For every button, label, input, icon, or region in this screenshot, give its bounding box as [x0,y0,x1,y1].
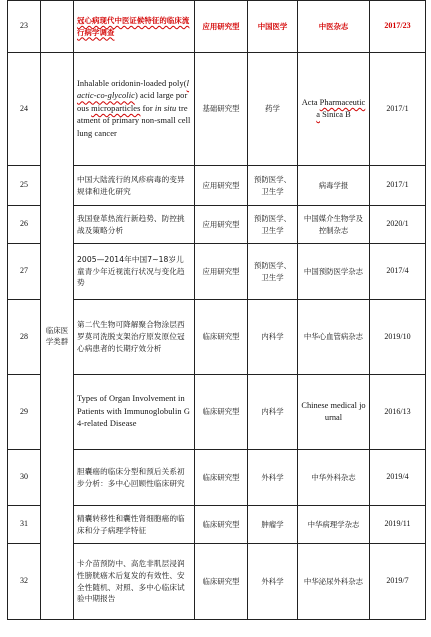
row-number: 31 [8,506,41,544]
row-number: 23 [8,1,41,53]
research-type: 临床研究型 [195,450,248,506]
research-type: 临床研究型 [195,506,248,544]
publication-year-issue: 2017/1 [370,53,426,166]
publication-year-issue: 2019/11 [370,506,426,544]
row-number: 29 [8,375,41,450]
publication-year-issue: 2019/10 [370,300,426,375]
journal-part: Acta [301,97,320,107]
title-part-italic: in situ [154,103,177,113]
journal-name: 中医杂志 [298,1,370,53]
publication-year-issue: 2019/4 [370,450,426,506]
title-part: ) acid large porous [77,91,188,113]
discipline: 药学 [248,53,298,166]
publication-year-issue: 2016/13 [370,375,426,450]
category-cell [41,53,74,620]
journal-name: 病毒学报 [298,166,370,206]
title-part: Inhalable oridonin-loaded poly( [77,78,187,88]
article-title: 胆囊癌的临床分型和预后关系初步分析：多中心回顾性临床研究 [74,450,195,506]
article-table-page [7,0,425,620]
article-title: 我国登革热流行新趋势、防控挑战及策略分析 [74,206,195,244]
row-number: 26 [8,206,41,244]
title-part: treatment of primary non-small cell lung cancer [77,103,191,138]
publication-year-issue: 2017/23 [370,1,426,53]
publication-year-issue: 2017/1 [370,166,426,206]
discipline: 内科学 [248,375,298,450]
title-part: for [140,103,155,113]
journal-name: Chinese medical journal [298,375,370,450]
article-title-text: 冠心病现代中医证候特征的临床流行病学调查 [77,16,190,37]
discipline: 外科学 [248,450,298,506]
discipline: 肿瘤学 [248,506,298,544]
journal-name: 中华外科杂志 [298,450,370,506]
journal-part: Sinica B [320,110,351,119]
article-table [7,0,426,620]
publication-year-issue: 2017/4 [370,244,426,300]
row-number: 25 [8,166,41,206]
research-type: 应用研究型 [195,244,248,300]
row-number: 24 [8,53,41,166]
research-type: 临床研究型 [195,300,248,375]
row-number: 27 [8,244,41,300]
table-row-highlighted [8,1,426,53]
article-title [74,1,195,53]
journal-name: 中华泌尿外科杂志 [298,544,370,620]
discipline: 预防医学、卫生学 [248,166,298,206]
journal-name: 中国媒介生物学及控制杂志 [298,206,370,244]
research-type: 应用研究型 [195,1,248,53]
article-title: 卡介苗预防中、高危非肌层浸润性膀胱癌术后复发的有效性、安全性随机、对照、多中心临床试验中期报告 [74,544,195,620]
journal-name: 中国预防医学杂志 [298,244,370,300]
research-type: 应用研究型 [195,166,248,206]
discipline: 预防医学、卫生学 [248,244,298,300]
research-type: 临床研究型 [195,375,248,450]
article-title: 中国大陆流行的风疹病毒的变异规律和进化研究 [74,166,195,206]
journal-name: 中华心血管病杂志 [298,300,370,375]
research-type: 应用研究型 [195,206,248,244]
publication-year-issue: 2020/1 [370,206,426,244]
article-title: Types of Organ Involvement in Patients with Immunoglobulin G4-related Disease [74,375,195,450]
article-title: 2005—2014年中国7~18岁儿童青少年近视流行状况与变化趋势 [74,244,195,300]
discipline: 内科学 [248,300,298,375]
journal-name: 中华病理学杂志 [298,506,370,544]
journal-part: Pharmaceutica [316,97,366,119]
research-type: 临床研究型 [195,544,248,620]
title-part: microparticles [91,103,141,113]
row-number: 28 [8,300,41,375]
category-label: 临床医学类群 [45,325,69,346]
discipline: 外科学 [248,544,298,620]
article-title: 第二代生物可降解聚合物涂层西罗莫司洗脱支架治疗原发原位冠心病患者的长期疗效分析 [74,300,195,375]
category-cell-empty [41,1,74,53]
discipline: 预防医学、卫生学 [248,206,298,244]
row-number: 30 [8,450,41,506]
row-number: 32 [8,544,41,620]
research-type: 基础研究型 [195,53,248,166]
article-title [74,53,195,166]
title-part-italic: lactic-co-glycolic [77,78,190,101]
article-title: 精囊转移性和囊性肾细胞癌的临床和分子病理学特征 [74,506,195,544]
discipline: 中国医学 [248,1,298,53]
publication-year-issue: 2019/7 [370,544,426,620]
table-row [8,53,426,166]
journal-name [298,53,370,166]
